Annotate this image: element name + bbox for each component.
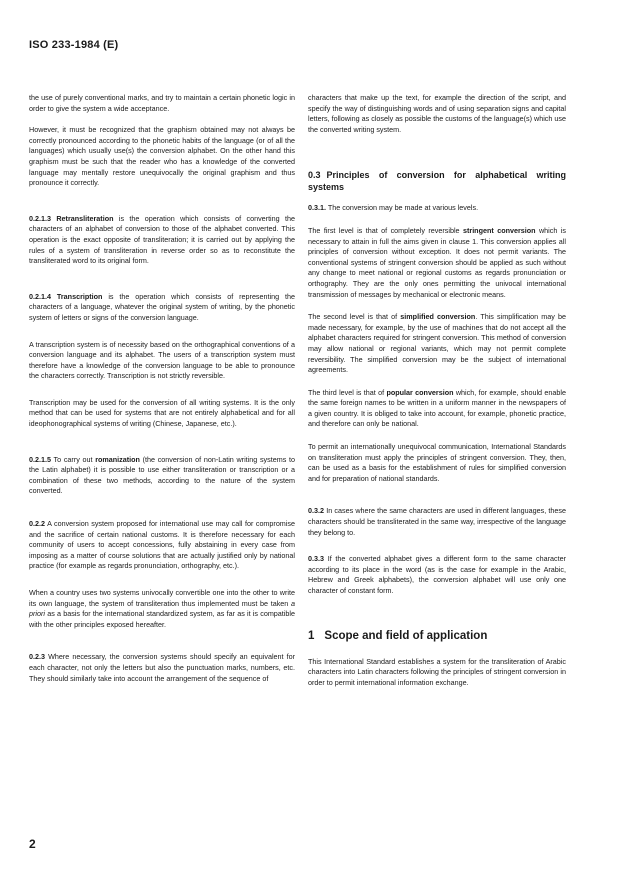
clause-0-2-3 xyxy=(29,652,295,684)
clause-0-3-1 xyxy=(308,203,566,214)
page-number: 2 xyxy=(29,837,36,851)
section-heading-1 xyxy=(308,629,566,643)
clause-0-2-1-5 xyxy=(29,455,295,497)
term: romanization xyxy=(95,454,140,464)
paragraph: However, it must be recognized that the graphism obtained may not always be correctly pronounced according to the phonetic habits of the language (or of all the languages) which usually use(s) the conversion alphabet. On the other hand this graphism must be such that the reader who has a knowledge of the converted language may mentally restore unequivocally the original graphism and thus pronounce it correctly. xyxy=(29,125,295,188)
term: simplified conversion xyxy=(400,312,476,322)
left-column xyxy=(29,93,295,684)
paragraph: To permit an internationally unequivocal communication, International Standards on transliteration must apply the principles of stringent conversion. They, then, can be used as a basis for the establishment of rules for simplified conversion and for preparation of national standards. xyxy=(308,442,566,483)
paragraph: This International Standard establishes a system for the transliteration of Arabic characters into Latin characters following the principles of stringent conversion in order to permit international information exchange. xyxy=(308,656,566,687)
clause-0-3-3 xyxy=(308,554,566,596)
text-run: which is necessary to attain in full the aims given in clause 1. This conversion applies all principles of conversion without exception. It does not permit variants. The conventional systems of stringent conversion should be applied as such without any change to meet national or regional customs as regards pronunciation or orthography. They are the only ones permitting the univocal international transmission of messages by mechanical or electronic means. xyxy=(308,225,567,299)
clause-0-2-1-3 xyxy=(29,214,295,267)
paragraph: Transcription may be used for the conversion of all writing systems. It is the only method that can be used for systems that are not entirely alphabetical and for all ideophonographical systems of writing (Chinese, Japanese, etc.). xyxy=(29,397,295,429)
term: popular conversion xyxy=(386,387,454,397)
clause-text: is the operation which consists of representing the characters of a language, whatever the original system of writing, by the phonetic system of letters or signs of the conversion language. xyxy=(29,291,295,322)
clause-number: 0.2.1.5 xyxy=(29,454,51,464)
text-run: The first level is that of completely reversible xyxy=(308,225,463,235)
right-column xyxy=(308,93,566,688)
clause-0-3-2 xyxy=(308,506,566,538)
paragraph: the use of purely conventional marks, and try to maintain a certain phonetic logic in order to give the system a wide acceptance. xyxy=(29,93,295,113)
text-run: which, for example, should enable the same foreign names to be written in a uniform manner in the newspapers of a given country. It is obliged to take into account, for example, phonetic practice, and therefore can only be national. xyxy=(308,387,566,429)
clause-number: 0.3.3 xyxy=(308,554,324,564)
heading-number: 1 xyxy=(308,629,315,642)
paragraph xyxy=(308,226,566,300)
heading-title: Principles of conversion for alphabetical writing systems xyxy=(308,170,566,193)
paragraph: characters that make up the text, for example the direction of the script, and specify the way of distinguishing words and of using separation signs and capital letters, following as closely as possible the customs of the language(s) which use the converted writing system. xyxy=(308,93,566,134)
text-run: . This simplification may be made necessary, for example, by the use of machines that do not accept all the alphabet characters required for stringent conversion. This method of conversion may allow national or regional variants, which may not permit complete reversibility. The simplified conversion may be the subject of international agreements. xyxy=(308,312,567,375)
clause-number: 0.2.3 xyxy=(29,652,45,662)
clause-text: In cases where the same characters are used in different languages, these characters should be transliterated in the same way, irrespective of the language they belong to. xyxy=(308,506,566,537)
clause-text: (the conversion of non-Latin writing systems to the Latin alphabet) it is possible to use either transliteration or transcription or a combination of these two methods, according to the nature of the system converted. xyxy=(29,454,295,496)
paragraph xyxy=(308,388,566,430)
paragraph: A transcription system is of necessity based on the orthographical conventions of a conversion language and its alphabet. The users of a transcription system must therefore have a knowledge of the conversion language to be able to pronounce the characters correctly. Transcription is not strictly reversible. xyxy=(29,339,295,381)
clause-text: The conversion may be made at various levels. xyxy=(325,203,479,213)
clause-text: To carry out xyxy=(50,454,96,464)
text-run: as a basis for the international standardized system, as far as it is compatible with the other principles exposed hereafter. xyxy=(29,609,295,629)
clause-text: If the converted alphabet gives a different form to the same character according to its place in the word (as is the case for example in the Arabic, Hebrew and Greek alphabets), the conversion alphabet will use only one character of constant form. xyxy=(308,554,566,595)
page-header: ISO 233-1984 (E) xyxy=(29,39,119,51)
clause-number: 0.3.2 xyxy=(308,506,324,516)
section-heading-0-3 xyxy=(308,169,566,193)
clause-text: A conversion system proposed for international use may call for compromise and the sacrifice of certain national customs. It is therefore necessary for each community of users to accept concessions, fully abstaining in every case from imposing as a matter of course solutions that are actually justified only by national practice (for example as regards pronunciation, orthography, etc.). xyxy=(29,519,295,571)
clause-number: 0.2.1.3 xyxy=(29,213,51,223)
clause-text: is the operation which consists of converting the characters of an alphabet of conversion to those of the alphabet converted. This operation is the exact opposite of transliteration; it is carried out by applying the rules of a system of transliteration in reverse order so as to reconstitute the transliterated word to its original form. xyxy=(29,213,296,266)
term: stringent conversion xyxy=(463,225,536,235)
clause-0-2-1-4 xyxy=(29,292,295,324)
heading-number: 0.3 xyxy=(308,170,321,181)
text-run: The second level is that of xyxy=(308,312,401,322)
clause-text: Where necessary, the conversion systems should specify an equivalent for each character, not only the letters but also the punctuation marks, numbers, etc. They should similarly take into account the arrangement of the sequence of xyxy=(29,652,295,683)
heading-title: Scope and field of application xyxy=(324,629,488,642)
term: Transcription xyxy=(56,291,103,301)
clause-number: 0.3.1. xyxy=(308,203,326,213)
clause-number: 0.2.2 xyxy=(29,519,45,529)
term: Retransliteration xyxy=(56,213,114,223)
paragraph xyxy=(29,588,295,630)
text-run: When a country uses two systems univocally convertible one into the other to write its own language, the system of transliteration thus implemented must be taken xyxy=(29,588,295,608)
paragraph xyxy=(308,312,566,376)
italic-term: a priori xyxy=(29,598,295,619)
clause-0-2-2 xyxy=(29,519,295,572)
text-run: The third level is that of xyxy=(308,387,387,397)
clause-number: 0.2.1.4 xyxy=(29,291,51,301)
